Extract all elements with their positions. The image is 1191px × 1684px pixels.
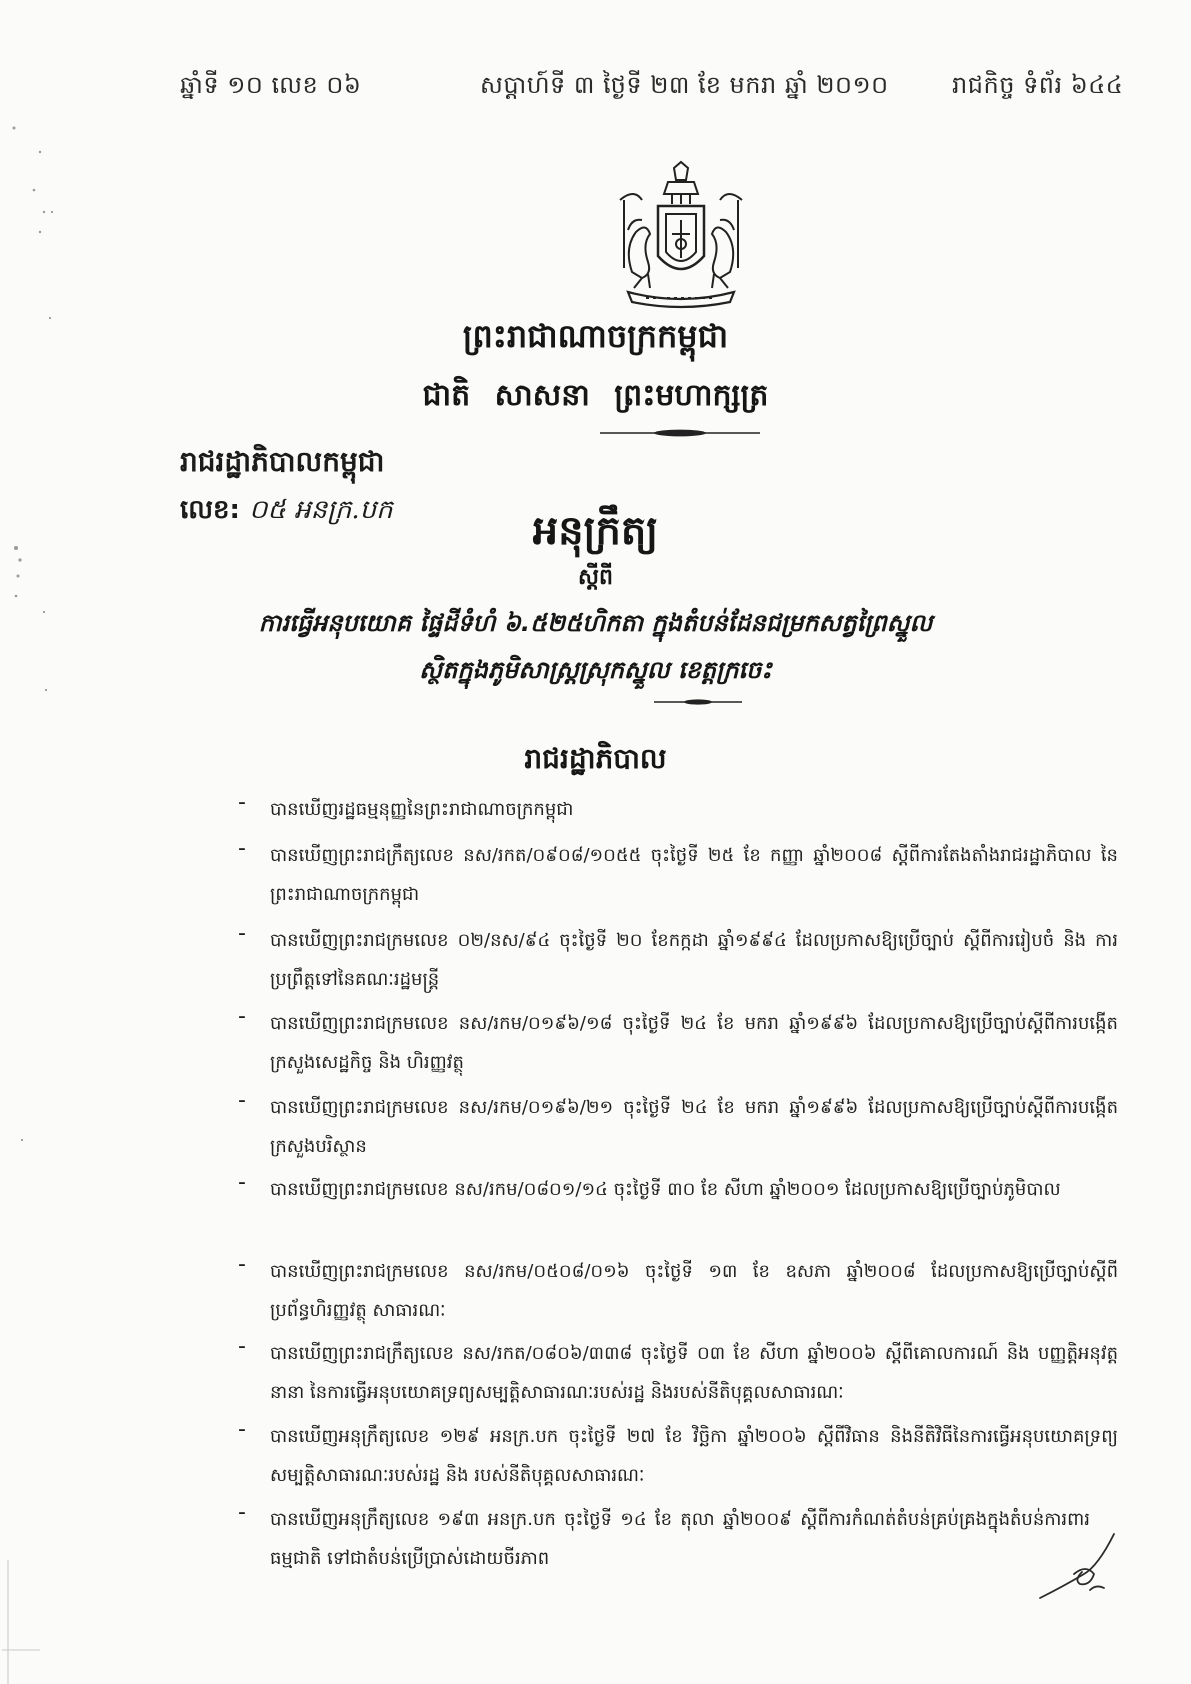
bullet-dash: - [238,1417,246,1442]
recital-text: បានឃើញព្រះរាជក្រមលេខ នស/រកម/០៥០៨/០១៦ ចុះថ្ងៃទី ១៣ ខែ ឧសភា ឆ្នាំ២០០៨ ដែលប្រកាសឱ្យប្រើច្បាប់ស្តីពីប្រព័ន្ធហិរញ្ញវត្ថុ សាធារណៈ [270,1261,1118,1321]
national-motto: ជាតិ សាសនា ព្រះមហាក្សត្រ [422,378,769,413]
section-heading: រាជរដ្ឋាភិបាល [524,742,667,775]
gazette-page-number: រាជកិច្ច ទំព័រ ៦៤៤ [952,71,1124,99]
reference-handwritten-number: ០៥ អនក្រ.បក [248,495,393,525]
bullet-dash: - [238,1252,246,1277]
recital-item [238,1334,1118,1412]
bullet-dash: - [238,1334,246,1359]
bullet-dash: - [238,1004,246,1029]
bullet-dash: - [238,1088,246,1113]
kingdom-name: ព្រះរាជាណាចក្រកម្ពុជា [462,317,729,355]
recital-item [238,1170,1118,1209]
signature-initials-icon [1034,1528,1120,1604]
recital-item [238,1004,1118,1082]
recital-text: បានឃើញអនុក្រឹត្យលេខ ១៩៣ អនក្រ.បក ចុះថ្ងៃទី ១៤ ខែ តុលា ឆ្នាំ២០០៩ ស្តីពីការកំណត់តំបន់គ្រប់គ្រងក្នុងតំបន់ការពារធម្មជាតិ ទៅជាតំបន់ប្រើប្រាស់ដោយចីរភាព [270,1509,1090,1569]
subject-line-1: ការធ្វើអនុបយោគ ផ្ទៃដីទំហំ ៦.៥២៥ហិកតា ក្នុងតំបន់ដែនជម្រកសត្វព្រៃស្នួល [258,609,933,637]
bullet-dash: - [238,1500,246,1525]
recital-item [238,1252,1118,1330]
ornamental-divider [654,697,742,707]
recital-item [238,836,1118,914]
bullet-dash: - [238,836,246,861]
recital-text: បានឃើញព្រះរាជក្រមលេខ នស/រកម/០៨០១/១៤ ចុះថ្ងៃទី ៣០ ខែ សីហា ឆ្នាំ២០០១ ដែលប្រកាសឱ្យប្រើច្បាប់ភូមិបាល [270,1179,1061,1200]
bullet-dash: - [238,1170,246,1195]
subject-line-2: ស្ថិតក្នុងភូមិសាស្ត្រស្រុកស្នួល ខេត្តក្រចេះ [419,656,772,684]
recital-item [238,790,1118,829]
bullet-dash: - [238,921,246,946]
recital-text: បានឃើញព្រះរាជក្រមលេខ នស/រកម/០១៩៦/២១ ចុះថ្ងៃទី ២៤ ខែ មករា ឆ្នាំ១៩៩៦ ដែលប្រកាសឱ្យប្រើច្បាប់ស្តីពីការបង្កើតក្រសួងបរិស្ថាន [270,1097,1118,1157]
recital-item [238,921,1118,999]
recital-item [238,1500,1090,1578]
scan-margin-marks [0,0,90,1684]
recital-text: បានឃើញព្រះរាជក្រឹត្យលេខ នស/រកត/០៩០៨/១០៥៥ ចុះថ្ងៃទី ២៥ ខែ កញ្ញា ឆ្នាំ២០០៨ ស្តីពីការតែងតាំងរាជរដ្ឋាភិបាល នៃព្រះរាជាណាចក្រកម្ពុជា [270,845,1118,905]
recital-text: បានឃើញព្រះរាជក្រមលេខ នស/រកម/០១៩៦/១៨ ចុះថ្ងៃទី ២៤ ខែ មករា ឆ្នាំ១៩៩៦ ដែលប្រកាសឱ្យប្រើច្បាប់ស្តីពីការបង្កើតក្រសួងសេដ្ឋកិច្ច និង ហិរញ្ញវត្ថុ [270,1013,1118,1073]
recital-text: បានឃើញរដ្ឋធម្មនុញ្ញនៃព្រះរាជាណាចក្រកម្ពុជា [270,799,574,820]
document-title: អនុក្រឹត្យ [532,508,659,554]
gazette-year-issue: ឆ្នាំទី ១០ លេខ ០៦ [180,71,362,99]
issuing-authority: រាជរដ្ឋាភិបាលកម្ពុជា [180,445,385,478]
bullet-dash: - [238,790,246,815]
recital-item [238,1088,1118,1166]
reference-label: លេខ: [180,495,240,525]
ornamental-divider [600,428,760,438]
recital-text: បានឃើញព្រះរាជក្រមលេខ ០២/នស/៩៤ ចុះថ្ងៃទី ២០ ខែកក្កដា ឆ្នាំ១៩៩៤ ដែលប្រកាសឱ្យប្រើច្បាប់ ស្តីពីការរៀបចំ និង ការប្រព្រឹត្តទៅនៃគណៈរដ្ឋមន្ត្រី [270,930,1118,990]
recital-item [238,1417,1118,1495]
royal-coat-of-arms-icon [606,160,756,310]
gazette-week-date: សប្តាហ៍ទី ៣ ថ្ងៃទី ២៣ ខែ មករា ឆ្នាំ ២០១០ [480,71,889,99]
recital-text: បានឃើញអនុក្រឹត្យលេខ ១២៩ អនក្រ.បក ចុះថ្ងៃទី ២៧ ខែ វិច្ឆិកា ឆ្នាំ២០០៦ ស្តីពីវិធាន និងនីតិវិធីនៃការធ្វើអនុបយោគទ្រព្យសម្បត្តិសាធារណៈរបស់រដ្ឋ និង របស់នីតិបុគ្គលសាធារណៈ [270,1426,1118,1486]
about-label: ស្តីពី [578,565,613,590]
recital-text: បានឃើញព្រះរាជក្រឹត្យលេខ នស/រកត/០៨០៦/៣៣៨ ចុះថ្ងៃទី ០៣ ខែ សីហា ឆ្នាំ២០០៦ ស្តីពីគោលការណ៍ និង បញ្ញត្តិអនុវត្តនានា នៃការធ្វើអនុបយោគទ្រព្យសម្បត្តិសាធារណៈរបស់រដ្ឋ និងរបស់នីតិបុគ្គលសាធារណៈ [270,1343,1118,1403]
